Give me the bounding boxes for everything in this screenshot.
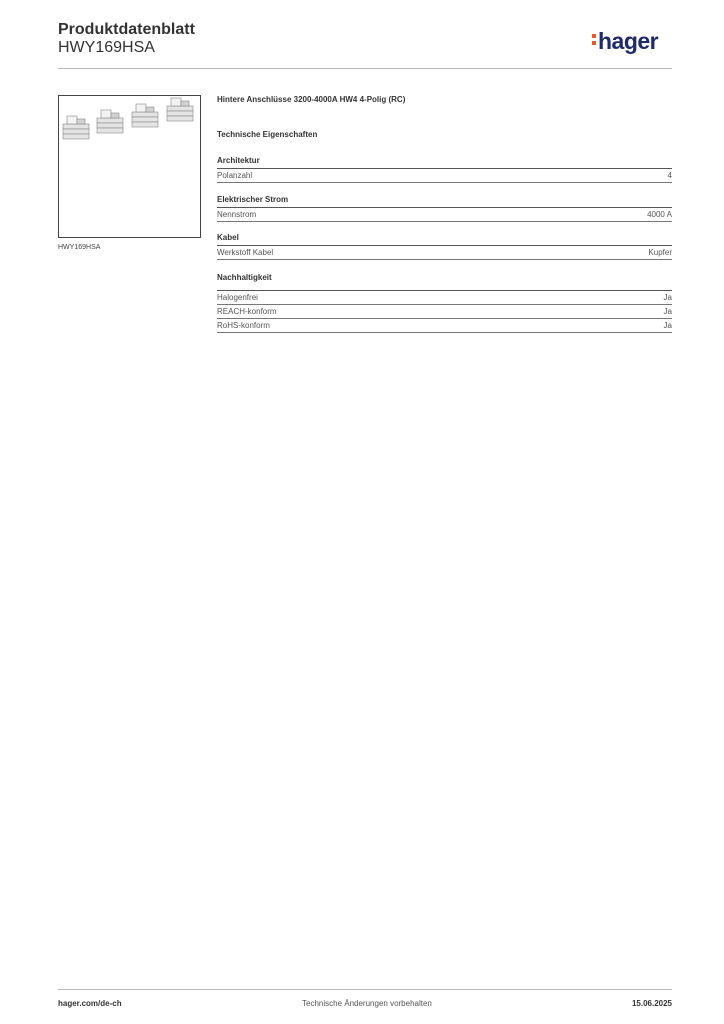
spec-value: 4 [667,171,672,180]
image-caption: HWY169HSA [58,244,101,251]
spec-row [217,291,672,305]
spec-label: REACH-konform [217,307,277,316]
spec-label: Werkstoff Kabel [217,248,274,257]
busbar-terminal-image [59,96,200,237]
page-title: Produktdatenblatt [58,21,195,38]
logo-text: hager [598,28,659,54]
spec-label: RoHS-konform [217,321,270,330]
spec-row [217,319,672,333]
section-title-architektur: Architektur [217,156,260,165]
spec-label: Nennstrom [217,210,257,219]
spec-label: Halogenfrei [217,293,258,302]
section-title-kabel: Kabel [217,233,239,242]
footer-date: 15.06.2025 [631,999,672,1008]
product-title: Hintere Anschlüsse 3200-4000A HW4 4-Polig (RC) [217,95,406,104]
footer-notice: Technische Änderungen vorbehalten [302,999,432,1008]
product-image-frame [58,95,201,238]
footer-website-link[interactable]: hager.com/de-ch [58,999,122,1008]
spec-value: 4000 A [647,210,672,219]
logo-colon-icon [592,31,596,48]
spec-value: Ja [663,307,672,316]
spec-value: Ja [663,321,672,330]
spec-value: Kupfer [648,248,672,257]
spec-value: Ja [663,293,672,302]
footer-divider [58,989,672,990]
article-number: HWY169HSA [58,39,155,56]
section-title-nachhaltigkeit: Nachhaltigkeit [217,273,272,282]
section-title-elektrischer-strom: Elektrischer Strom [217,195,289,204]
spec-row [217,246,672,260]
header-divider [58,68,672,69]
spec-row [217,169,672,183]
hager-logo [592,28,658,55]
spec-row [217,305,672,319]
tech-heading: Technische Eigenschaften [217,130,318,139]
spec-row [217,208,672,222]
spec-label: Polanzahl [217,171,253,180]
